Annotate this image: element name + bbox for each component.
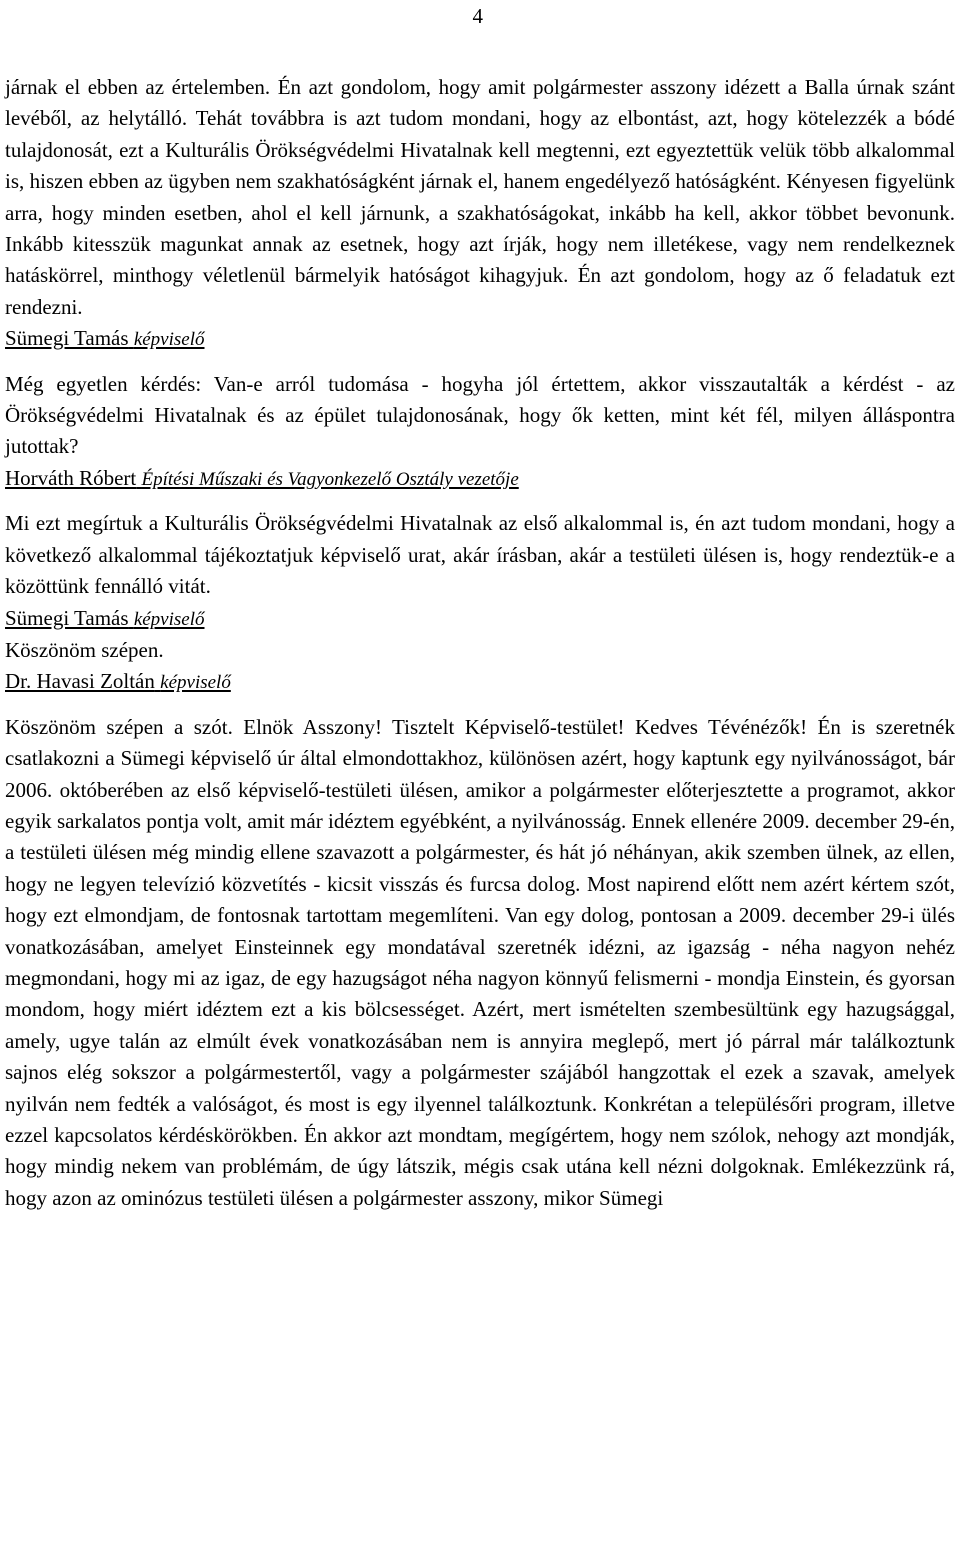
- speaker-name: Sümegi Tamás: [5, 326, 129, 351]
- speech-horvath: Mi ezt megírtuk a Kulturális Örökségvédelmi Hivatalnak az első alkalommal is, én azt tudom mondani, hogy a következő alkalommal tájékoztatjuk képviselő urat, akár írásban, akár a testületi ülésen is, hogy rendeztük-e a közöttünk fennálló vitát.: [5, 511, 955, 599]
- speech-havasi: Köszönöm szépen a szót. Elnök Asszony! Tisztelt Képviselő-testület! Kedves Tévénézők! Én is szeretnék csatlakozni a Sümegi képviselő úr által elmondottakhoz, különösen azért, hogy kaptunk egy nyilvánosságot, bár 2006. októberében az első képviselő-testületi ülésen, amikor a polgármester előterjesztette a programot, akkor egyik sarkalatos pontja volt, amit már idéztem egyébként, a nyilvánosság. Ennek ellenére 2009. december 29-én, a testületi ülésen még mindig ellene szavazott a polgármester, és hát jó néhányan, akik szemben ülnek, az ellen, hogy ne legyen televízió közvetítés - kicsit visszás és furcsa dolog. Most napirend előtt nem azért kértem szót, hogy ezt elmondjam, de fontosnak tartottam megemlíteni. Van egy dolog, pontosan a 2009. december 29-i ülés vonatkozásában, amelyet Einsteinnek egy mondatával szeretnék idézni, az igazság - néha nagyon nehéz megmondani, hogy mi az igaz, de egy hazugságot néha nagyon könnyű felismerni - mondja Einstein, és gyorsan mondom, hogy miért idéztem ezt a kis bölcsességet. Azért, mert ismételten szembesültünk egy hazugsággal, amely, ugye talán az elmúlt évek vonatkozásában nem is annyira meglepő, mert jó párral már találkoztunk sajnos elég sokszor a polgármestertől, vagy a polgármester szájából hangzottak el ezek a szavak, amelyek nyilván nem fedték a valóságot, és most is egy ilyennel találkoztunk. Konkrétan a településőri program, illetve ezzel kapcsolatos kérdéskörökben. Én akkor azt mondtam, megígértem, hogy nem szólok, nehogy azt mondják, hogy mindig nekem van problémám, de úgy látszik, mégis csak utána kell nézni dolgoknak. Emlékezzünk rá, hogy azon az ominózus testületi ülésen a polgármester asszony, mikor Sümegi: [5, 714, 955, 1210]
- speaker-name: Sümegi Tamás: [5, 605, 129, 630]
- speech-sumegi-2: Köszönöm szépen.: [5, 637, 164, 662]
- speaker-heading-horvath: [5, 463, 955, 495]
- speaker-heading-havasi: [5, 666, 955, 698]
- speaker-name: Horváth Róbert: [5, 465, 137, 490]
- speaker-role: képviselő: [133, 329, 205, 351]
- speaker-role: képviselő: [160, 672, 231, 694]
- page-number: 4: [472, 4, 483, 28]
- speaker-heading-sumegi-1: [5, 323, 955, 355]
- paragraph-continuation: járnak el ebben az értelemben. Én azt gondolom, hogy amit polgármester asszony idézett a Balla úrnak szánt levéből, az helytálló. Tehát továbbra is azt tudom mondani, hogy az elbontást, azt, hogy kötelezzék a bódé tulajdonosát, ezt a Kulturális Örökségvédelmi Hivatalnak kell megtenni, ezt egyeztettük velük több alkalommal is, hiszen ebben az ügyben nem szakhatóságként járnak el, hanem engedélyező hatóságként. Kényesen figyelünk arra, hogy minden esetben, ahol el kell járnunk, a szakhatóságokat, inkább ha kell, akkor többet bevonunk. Inkább kitesszük magunkat annak az esetnek, hogy azt írják, hogy nem illetékese, vagy nem rendelkeznek hatáskörrel, minthogy véletlenül bármelyik hatóságot kihagyjuk. Én azt gondolom, hogy az ő feladatuk ezt rendezni.: [5, 75, 955, 319]
- speaker-role: képviselő: [133, 608, 205, 630]
- speaker-name: Dr. Havasi Zoltán: [5, 669, 155, 694]
- speaker-heading-sumegi-2: [5, 603, 955, 635]
- speech-sumegi-1: Még egyetlen kérdés: Van-e arról tudomása - hogyha jól értettem, akkor visszautalták a kérdést - az Örökségvédelmi Hivatalnak és az épület tulajdonosának, hogy ők ketten, mint két fél, milyen álláspontra jutottak?: [5, 371, 955, 459]
- speaker-role: Építési Műszaki és Vagyonkezelő Osztály vezetője: [141, 468, 519, 490]
- document-body: [5, 72, 955, 1214]
